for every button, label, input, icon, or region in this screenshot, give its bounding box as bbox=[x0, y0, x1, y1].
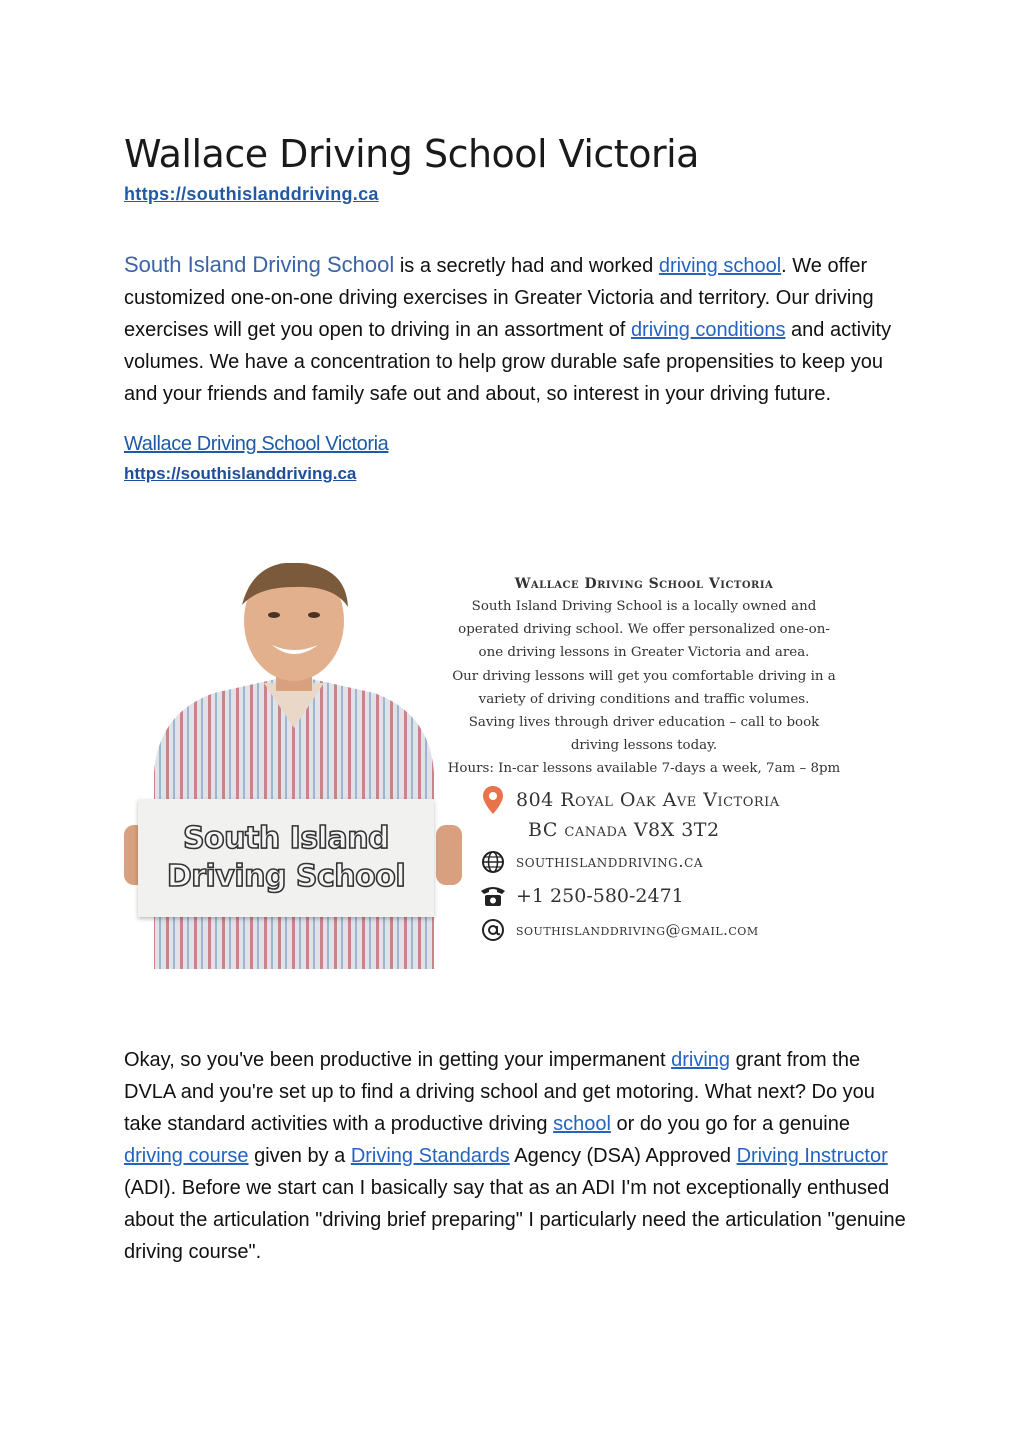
body2-text-2: grant from the DVLA and you're set up to find a driving school and get motoring. What next? Do you take standard activities with a productive driving bbox=[124, 1049, 875, 1135]
banner-body-line: driving lessons today. bbox=[570, 738, 718, 754]
phone-icon bbox=[480, 883, 506, 909]
address-line-1: 804 Royal Oak Ave Victoria bbox=[516, 789, 780, 811]
body2-text-3: or do you go for a genuine bbox=[610, 1113, 850, 1135]
subheader-url-link[interactable]: https://southislanddriving.ca bbox=[124, 464, 357, 483]
banner-body-line: South Island Driving School is a locally owned and bbox=[471, 599, 817, 614]
subheader-title-link[interactable]: Wallace Driving School Victoria bbox=[124, 433, 389, 455]
intro-paragraph bbox=[124, 249, 914, 410]
phone-row bbox=[480, 883, 860, 909]
link-driving-conditions[interactable]: driving conditions bbox=[630, 319, 786, 341]
link-driving-standards[interactable]: Driving Standards bbox=[350, 1145, 510, 1167]
banner-contacts bbox=[480, 787, 860, 951]
banner-info-block bbox=[434, 573, 854, 780]
banner-body-line: variety of driving conditions and traffic volumes. bbox=[478, 691, 810, 707]
banner-body-line: Saving lives through driver education – call to book bbox=[468, 715, 820, 731]
body2-text-1: Okay, so you've been productive in getting your impermanent bbox=[124, 1049, 672, 1071]
address-line-2: BC canada V8X 3T2 bbox=[528, 819, 720, 841]
intro-text-1: is a secretly had and worked bbox=[394, 255, 659, 277]
address-row bbox=[480, 787, 860, 813]
body2-text-4: given by a bbox=[248, 1145, 351, 1167]
link-driving[interactable]: driving bbox=[671, 1049, 731, 1071]
phone-text: +1 250-580-2471 bbox=[516, 885, 684, 907]
location-pin-icon bbox=[480, 787, 506, 813]
header-url-link[interactable]: https://southislanddriving.ca bbox=[124, 184, 379, 204]
promo-banner-image bbox=[124, 563, 860, 969]
intro-lead: South Island Driving School bbox=[124, 252, 395, 277]
banner-body bbox=[434, 595, 854, 757]
sign-line-1: South Island bbox=[182, 821, 390, 856]
banner-body-line: operated driving school. We offer personalized one-on- bbox=[458, 622, 830, 638]
banner-body-line: one driving lessons in Greater Victoria and area. bbox=[478, 645, 810, 661]
globe-icon bbox=[480, 849, 506, 875]
body2-text-6: (ADI). Before we start can I basically say that as an ADI I'm not exceptionally enthused about the articulation "driving brief preparing" I particularly need the articulation "genuine driving course". bbox=[124, 1177, 906, 1263]
address-row-2 bbox=[528, 819, 860, 841]
subheader-url bbox=[124, 464, 914, 484]
link-school[interactable]: school bbox=[553, 1113, 611, 1135]
sign-line-2: Driving School bbox=[166, 859, 406, 894]
body2-text-5: Agency (DSA) Approved bbox=[509, 1145, 737, 1167]
website-row bbox=[480, 849, 860, 875]
banner-heading: Wallace Driving School Victoria bbox=[514, 576, 774, 592]
banner-hours: Hours: In-car lessons available 7-days a week, 7am – 8pm bbox=[447, 761, 841, 777]
link-driving-instructor[interactable]: Driving Instructor bbox=[736, 1145, 888, 1167]
at-email-icon bbox=[480, 917, 506, 943]
sign-board bbox=[138, 799, 434, 917]
intro-text-3: and activity volumes. We have a concentration to help grow durable safe propensities to keep you and your friends and family safe out and about, so interest in your driving future. bbox=[124, 319, 892, 405]
intro-text-2: . We offer customized one-on-one driving exercises in Greater Victoria and territory. Our driving exercises will get you open to driving in an assortment of bbox=[124, 255, 874, 341]
email-text: southislanddriving@gmail.com bbox=[516, 921, 759, 939]
document-page bbox=[124, 130, 914, 484]
link-driving-course[interactable]: driving course bbox=[124, 1145, 249, 1167]
email-row bbox=[480, 917, 860, 943]
website-text: southislanddriving.ca bbox=[516, 852, 703, 872]
banner-body-line: Our driving lessons will get you comfortable driving in a bbox=[452, 668, 836, 684]
page-title: Wallace Driving School Victoria bbox=[124, 132, 699, 176]
link-driving-school[interactable]: driving school bbox=[658, 255, 782, 277]
body-paragraph-2 bbox=[124, 1044, 914, 1268]
subheader-title bbox=[124, 430, 914, 458]
